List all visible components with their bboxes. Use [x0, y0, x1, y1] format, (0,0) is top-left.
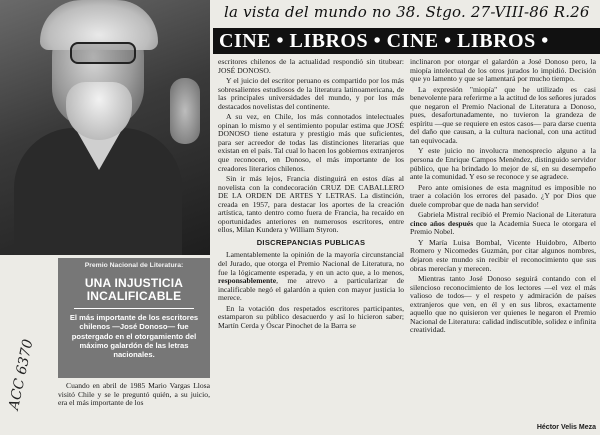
paragraph: Pero ante omisiones de esta magnitud es imposible no traer a colación los errores del pasado. ¿Y por Dios que duele comprobar que de nada han servido!: [410, 182, 596, 209]
photo-hand: [170, 78, 200, 144]
lead-box: [58, 258, 210, 378]
text-run: , me atrevo a particularizar de incalificable negó el galardón a quien con mayor justicia lo merece.: [218, 276, 404, 303]
paragraph: Mientras tanto José Donoso seguirá contando con el silencioso reconocimiento de los lectores —el vez el más valioso de todos— y el respeto y admiración de países extranjeros que ven, en él y en sus libros, exactamente aquello que no quisieron ver quienes le negaron el Premio Nacional de Literatura: calidad indiscutible, solidez e infinita creatividad.: [410, 274, 596, 335]
middle-column: [218, 58, 404, 332]
divider: [74, 308, 194, 309]
text-run: Gabriela Mistral recibió el Premio Nacional de Literatura: [418, 210, 596, 220]
paragraph: Cuando en abril de 1985 Mario Vargas Llosa visitó Chile y se le preguntó quién, a su juicio, era el más importante de los: [58, 381, 210, 408]
paragraph: Y el juicio del escritor peruano es compartido por los más sobresalientes estudiosos de la literatura latinoamericana, de las principales universidades del mundo, y por los más destacados novelistas del continente.: [218, 76, 404, 111]
paragraph: escritores chilenos de la actualidad respondió sin titubear: JOSÉ DONOSO.: [218, 57, 404, 75]
archive-margin-note: ACC 6370: [6, 337, 37, 412]
author-portrait-photo: [0, 0, 210, 255]
kicker: Premio Nacional de Literatura:: [84, 262, 184, 269]
paragraph: Y María Luisa Bombal, Vicente Huidobro, Alberto Romero y Nicomedes Guzmán, por citar algunos nombres, dejaron este mundo sin recibir el reconocimiento que sus obras merecían y merecen.: [410, 237, 596, 273]
section-banner: CINE • LIBROS • CINE • LIBROS •: [213, 28, 600, 54]
headline: UNA INJUSTICIA INCALIFICABLE: [84, 276, 184, 303]
bold-text: responsablemente: [218, 276, 277, 286]
handwritten-source-note: la vista del mundo no 38. Stgo. 27-VIII-86 R.26: [224, 3, 590, 21]
bold-text: cinco años después: [410, 218, 474, 228]
paragraph: En la votación dos respetados escritores participantes, estamparon su público desacuerdo y así lo hicieron saber; Martín Cerda y Óscar Pinochet de la Barra se: [218, 303, 404, 330]
text-run: que la Academia Sueca le otorgara el Premio Nobel.: [410, 218, 596, 237]
paragraph: La expresión "miopía" que he utilizado es casi benevolente para referirme a la actitud de los señores jurados que negaron el Premio Nacional de Literatura a Donoso, pues, desafortunadamente, no tuvieron la grandeza de espíritu —que se requiere en estos casos— para darse cuenta del daño que causan, a la cultura nacional, con una actitud tan equivocada.: [410, 84, 596, 145]
paragraph: inclinaron por otorgar el galardón a José Donoso pero, la miopía intelectual de los otros jurados lo impidió. Decisión que yo lamento y que se lamentará por mucho tiempo.: [410, 57, 596, 84]
paragraph: A su vez, en Chile, los más connotados intelectuales opinan lo mismo y el sentimiento popular estima que JOSÉ DONOSO tiene estatura y prestigio más que suficientes, para ser acreedor de todas las distinciones literarias que existan en el país. Tal cual lo hacen los gobiernos extranjeros que reconocen, en Donoso, el más importante de los creadores literarios chilenos.: [218, 112, 404, 173]
paragraph: Sin ir más lejos, Francia distinguirá en estos días al novelista con la condecoración CRUZ DE CABALLERO DE LA ORDEN DE ARTES Y LETRAS. La distinción, creada en 1957, para destacar los aportes de la creación artística, tanto dentro como fuera de Francia, ha recaído en oportunidades anteriores en numerosos escritores, entre ellos, Milan Kundera y William Styron.: [218, 174, 404, 235]
text-run: Lamentablemente la opinión de la mayoría circunstancial del Jurado, que otorga el Premio Nacional de Literatura, no fue la lógicamente esperada, y en un acto que, a lo menos,: [218, 250, 404, 277]
author-credit: Héctor Velis Meza: [536, 424, 596, 431]
photo-glasses: [70, 42, 136, 64]
paragraph: Y este juicio no involucra menosprecio alguno a la persona de Enrique Campos Menéndez, distinguido servidor público, que ha brindado lo mejor de sí, en su desempeño ante la comunidad. Y eso se reconoce y se agradece.: [410, 146, 596, 182]
paragraph: [410, 211, 596, 237]
left-column: [58, 382, 210, 410]
paragraph: [218, 251, 404, 302]
subheading: DISCREPANCIAS PUBLICAS: [256, 237, 366, 247]
right-column: [410, 58, 596, 337]
deck: El más importante de los escritores chilenos —José Donoso— fue postergado en el otorgamiento del máximo galardón de las letras nacionales.: [69, 313, 199, 360]
